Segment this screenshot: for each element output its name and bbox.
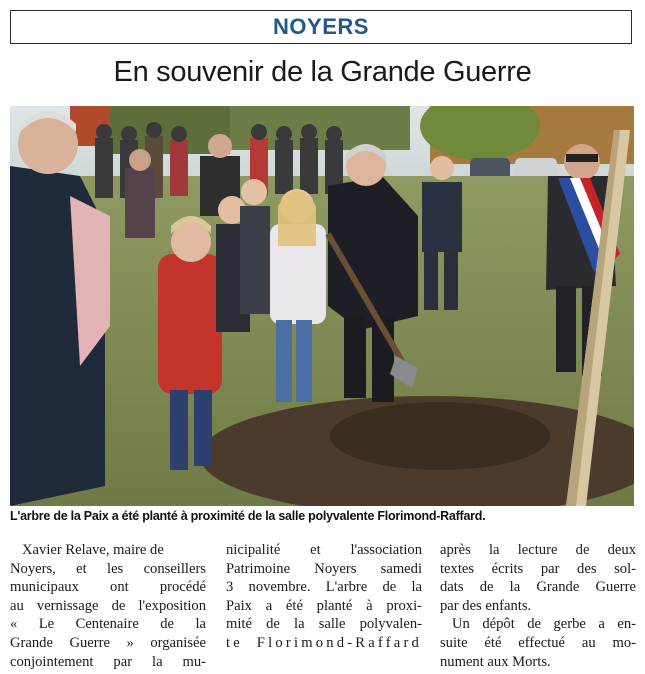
text-line: Paix a été planté à proxi- [226,597,422,614]
photo-caption: L'arbre de la Paix a été planté à proximité de la salle polyvalente Florimond-Raffard. [10,509,486,523]
text-line: nicipalité et l'association [226,542,422,558]
text-line: conjointement par la mu- [10,653,206,670]
text-line: Xavier Relave, maire de [22,542,164,558]
article-headline: En souvenir de la Grande Guerre [113,56,532,88]
text-line: par des enfants. [440,597,532,614]
article-column-3 [440,541,636,671]
text-line: mité de la salle polyvalen- [226,616,422,633]
section-header-box [10,10,632,44]
text-line: te Florimond-Raffard [226,634,422,651]
text-line: Grande Guerre » organisée [10,634,206,651]
text-line: 3 novembre. L'arbre de la [226,579,422,596]
text-line: « Le Centenaire de la [10,616,206,633]
text-line: Patrimoine Noyers samedi [226,560,422,577]
text-line: textes écrits par des sol- [440,560,636,577]
text-line: au vernissage de l'exposition [10,597,206,614]
text-line: nument aux Morts. [440,653,551,670]
section-label: NOYERS [273,14,369,39]
text-line: municipaux ont procédé [10,579,206,596]
article-column-1 [10,541,206,671]
text-line: après la lecture de deux [440,542,636,558]
article-photo [10,106,634,506]
article-column-2 [226,541,422,653]
text-line: suite été effectué au mo- [440,634,636,651]
text-line: dats de la Grande Guerre [440,579,636,596]
text-line: Un dépôt de gerbe a en- [452,616,636,633]
text-line: Noyers, et les conseillers [10,560,206,577]
